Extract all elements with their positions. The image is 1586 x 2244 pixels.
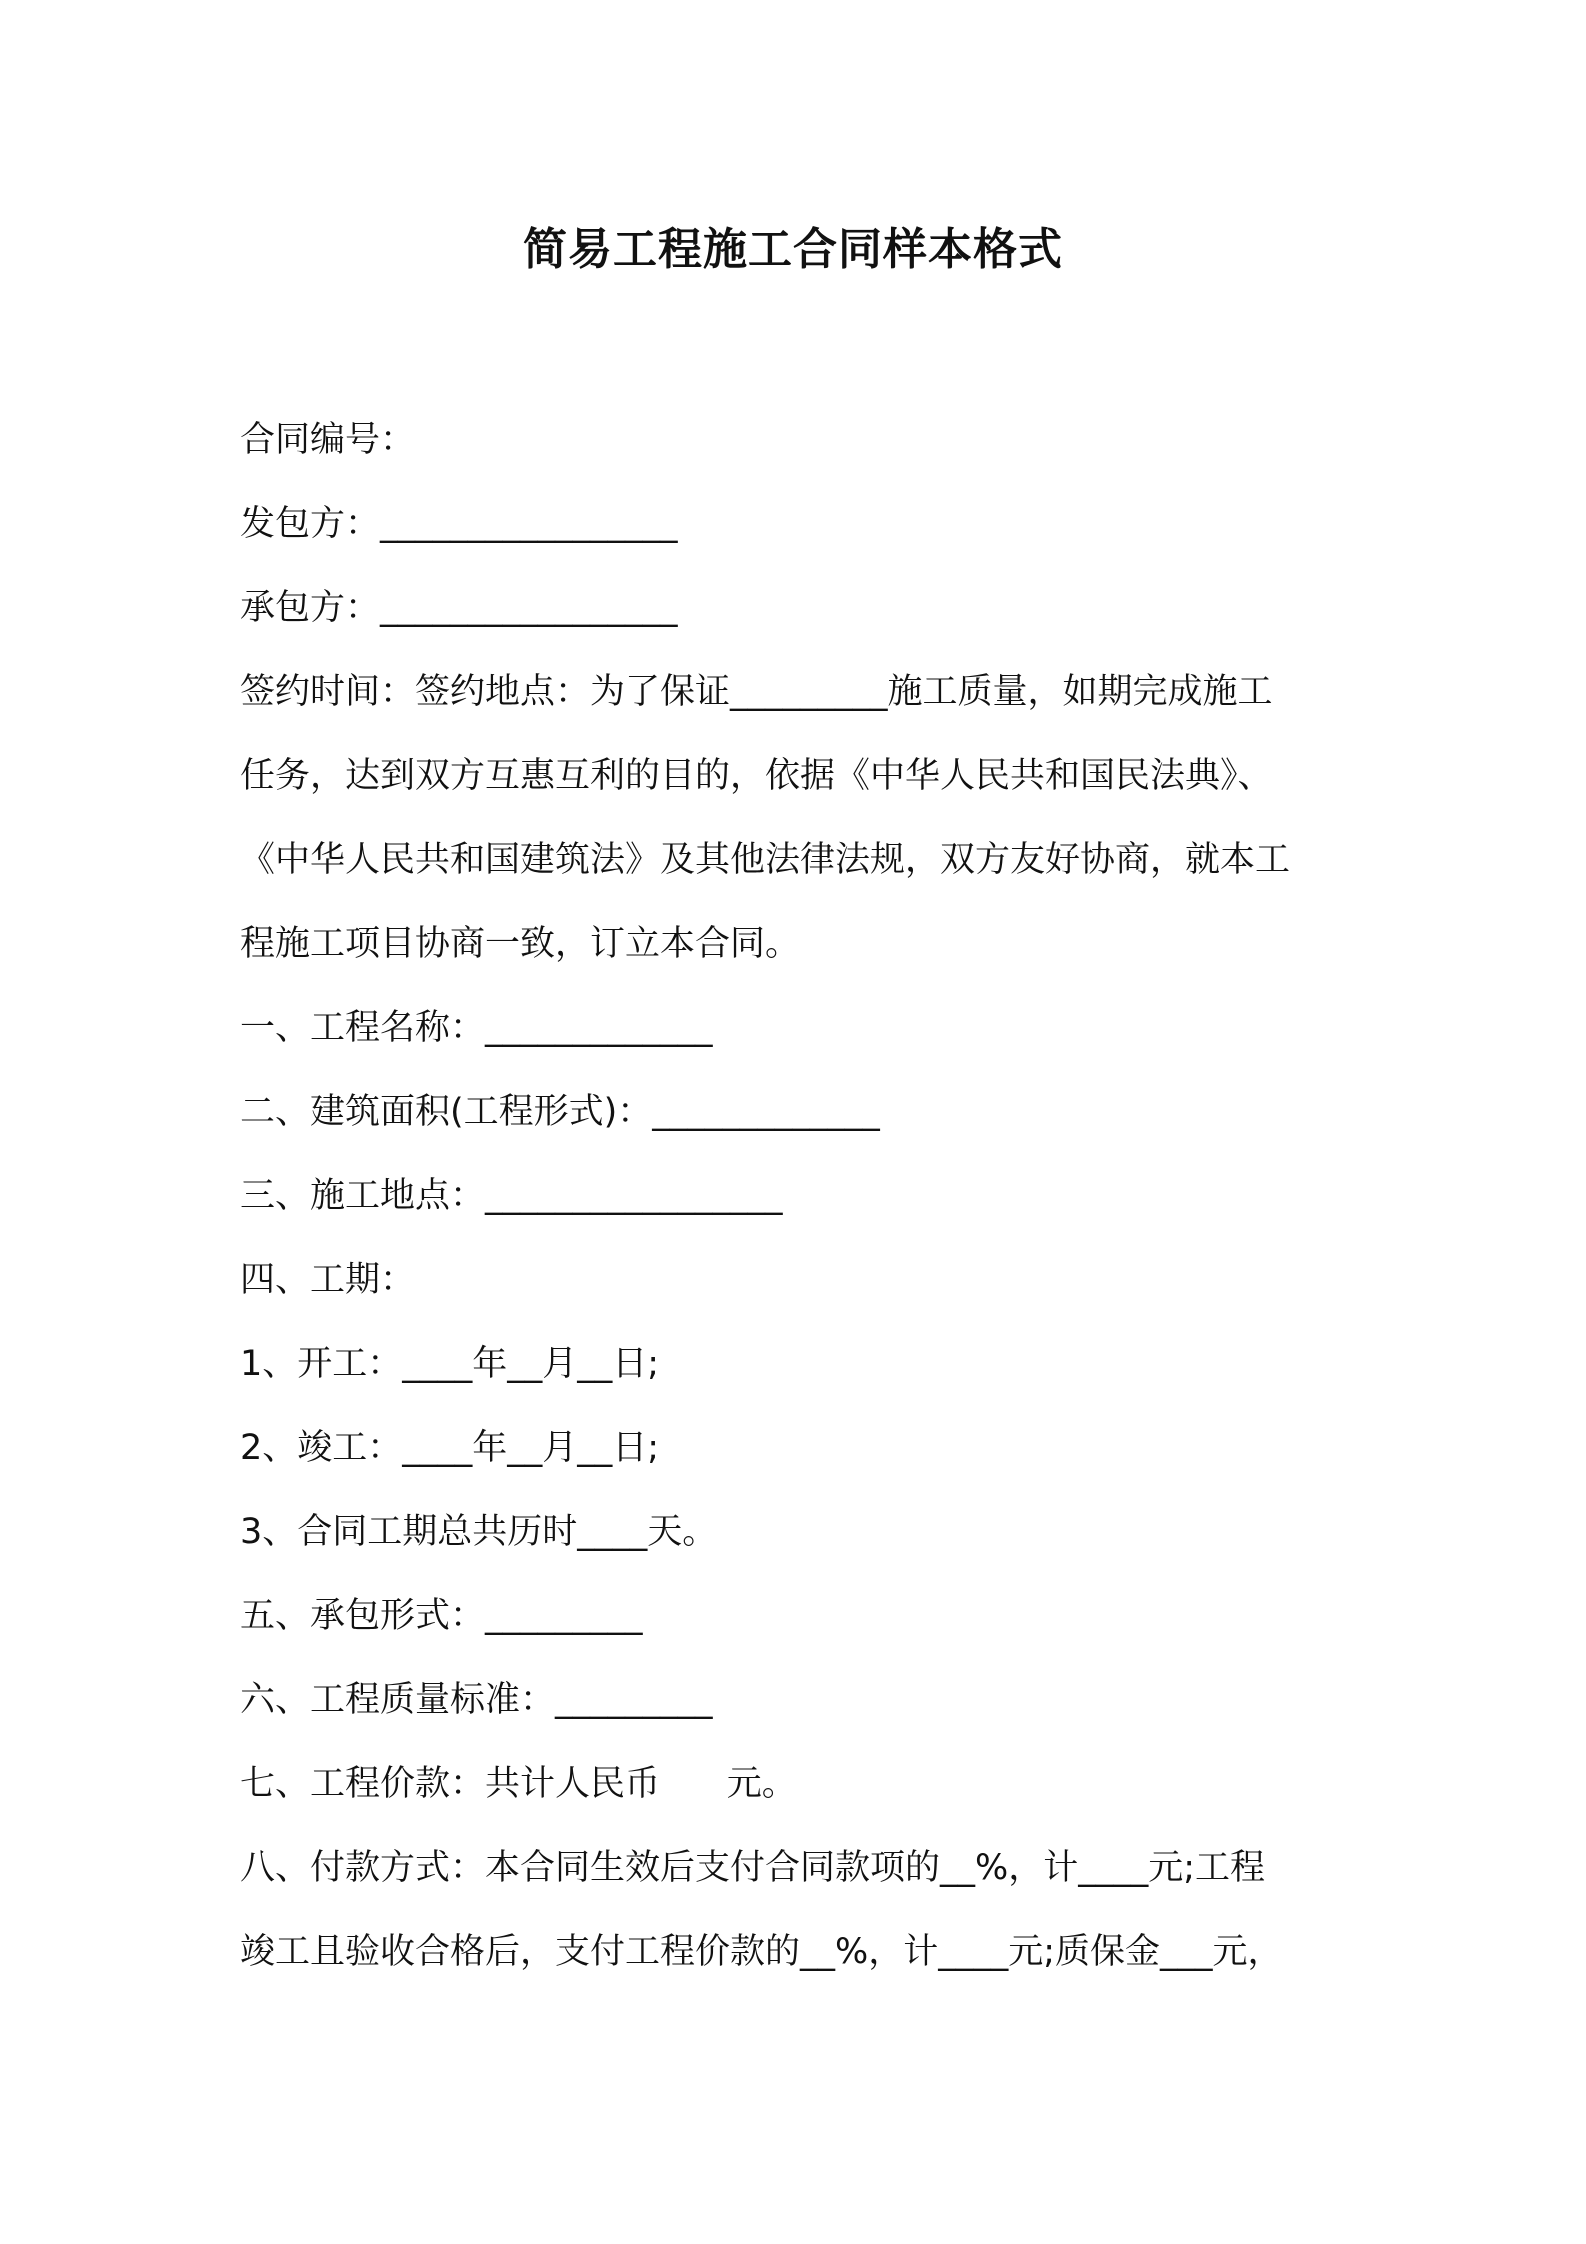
start-date-line: 1、开工：____年__月__日; — [240, 1344, 660, 1384]
document-title: 简易工程施工合同样本格式 — [523, 224, 1063, 275]
project-name-line: 一、工程名称：_____________ — [240, 1008, 713, 1048]
document-body — [240, 398, 1350, 1994]
building-area-line: 二、建筑面积(工程形式)：_____________ — [240, 1092, 880, 1132]
contract-number-line: 合同编号： — [240, 420, 416, 460]
quality-standard-line: 六、工程质量标准：_________ — [240, 1680, 713, 1720]
payment-terms-line-2: 竣工且验收合格后，支付工程价款的__%，计____元;质保金___元， — [240, 1932, 1283, 1972]
preamble-line-1: 签约时间：签约地点：为了保证_________施工质量，如期完成施工 — [240, 672, 1273, 712]
construction-site-line: 三、施工地点：_________________ — [240, 1176, 783, 1216]
total-duration-line: 3、合同工期总共历时____天。 — [240, 1512, 718, 1552]
completion-date-line: 2、竣工：____年__月__日; — [240, 1428, 660, 1468]
contract-form-line: 五、承包形式：_________ — [240, 1596, 643, 1636]
preamble-line-3: 《中华人民共和国建筑法》及其他法律法规，双方友好协商，就本工 — [240, 840, 1291, 880]
contractor-line: 承包方：_________________ — [240, 588, 678, 628]
employer-line: 发包方：_________________ — [240, 504, 678, 544]
preamble-line-2: 任务，达到双方互惠互利的目的，依据《中华人民共和国民法典》、 — [240, 756, 1273, 796]
contract-price-line: 七、工程价款：共计人民币 元。 — [240, 1764, 797, 1804]
payment-terms-line-1: 八、付款方式：本合同生效后支付合同款项的__%，计____元;工程 — [240, 1848, 1266, 1888]
schedule-heading: 四、工期： — [240, 1260, 416, 1300]
preamble-line-4: 程施工项目协商一致，订立本合同。 — [240, 924, 801, 964]
